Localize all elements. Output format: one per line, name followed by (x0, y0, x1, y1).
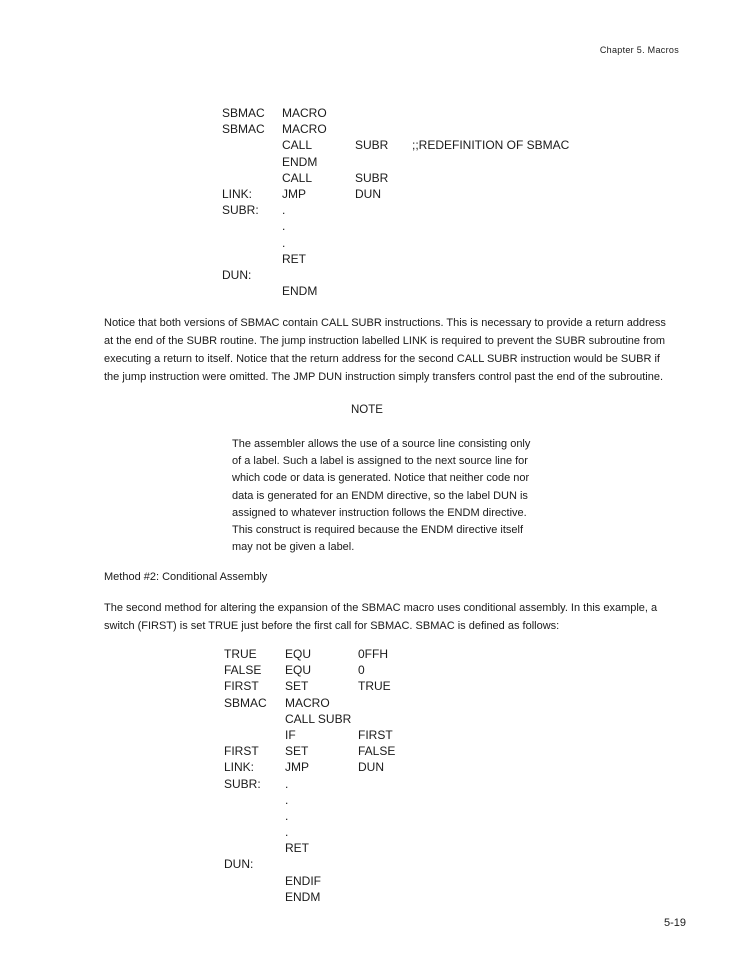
code-op: . (285, 825, 289, 840)
code-operand: SUBR (355, 138, 389, 153)
code-operand: DUN (358, 760, 384, 775)
code-op: . (285, 792, 289, 807)
paragraph-2: The second method for altering the expansion of the SBMAC macro uses conditional assembly. In this example, a switch (FIRST) is set TRUE just before the first call for SBMAC. SBMAC is defined as follows: (104, 602, 658, 632)
code-op: . (282, 219, 286, 234)
code-op: ENDM (282, 284, 318, 299)
code-label: SBMAC (224, 695, 267, 710)
code-label: SBMAC (222, 122, 265, 137)
code-op: EQU (285, 663, 312, 678)
code-op: . (282, 235, 286, 250)
code-label: LINK: (224, 760, 255, 775)
code-op: . (285, 808, 289, 823)
code-label: SUBR: (224, 776, 261, 791)
paragraph-1: Notice that both versions of SBMAC contain CALL SUBR instructions. This is necessary to provide a return address at the end of the SUBR routine. The jump instruction labelled LINK is required to prevent the SUBR subroutine from executing a return to itself. Notice that the return address for the second CALL SUBR instruction would be SUBR if the jump instruction were omitted. The JMP DUN instruction simply transfers control past the end of the subroutine. (104, 317, 666, 383)
code-operand: FIRST (358, 727, 393, 742)
code-op: JMP (282, 186, 306, 201)
code-op: SET (285, 679, 309, 694)
code-operand: FALSE (358, 744, 396, 759)
code-op: IF (285, 727, 296, 742)
code-op: CALL SUBR (285, 711, 352, 726)
note-body: The assembler allows the use of a source line consisting only of a label. Such a label is assigned to the next source line for which code or data is generated. Notice that neither code nor data is generated for an ENDM directive, so the label DUN is assigned to whatever instruction follows the ENDM directive. This construct is required because the ENDM directive itself may not be given a label. (232, 438, 531, 554)
code-label: FIRST (224, 744, 259, 759)
code-label: FALSE (224, 663, 262, 678)
code-op: MACRO (282, 106, 327, 120)
code-operand: DUN (355, 186, 381, 201)
code-operand: SUBR (355, 170, 389, 185)
code-label: SUBR: (222, 203, 259, 218)
code-op: SET (285, 744, 309, 759)
code-operand: TRUE (358, 679, 391, 694)
note-title: NOTE (351, 404, 383, 416)
running-head: Chapter 5. Macros (599, 45, 679, 55)
section-heading: Method #2: Conditional Assembly (104, 571, 268, 583)
code-label: SBMAC (222, 106, 265, 120)
code-operand: 0 (358, 663, 365, 678)
code-op: ENDM (282, 154, 318, 169)
code-op: EQU (285, 647, 312, 661)
code-op: . (285, 776, 289, 791)
code-operand: 0FFH (358, 647, 388, 661)
code-op: RET (285, 841, 309, 856)
page-number: 5-19 (663, 917, 686, 929)
code-op: ENDIF (285, 873, 321, 888)
code-op: ENDM (285, 889, 321, 904)
code-op: CALL (282, 138, 313, 153)
code-op: RET (282, 251, 306, 266)
code-label: DUN: (222, 267, 252, 282)
code-op: MACRO (285, 695, 330, 710)
code-label: FIRST (224, 679, 259, 694)
code-op: CALL (282, 170, 313, 185)
code-comment: ;;REDEFINITION OF SBMAC (412, 138, 570, 153)
code-label: LINK: (222, 186, 253, 201)
code-op: JMP (285, 760, 309, 775)
code-op: . (282, 203, 286, 218)
code-op: MACRO (282, 122, 327, 137)
code-label: TRUE (224, 647, 257, 661)
code-label: DUN: (224, 857, 254, 872)
